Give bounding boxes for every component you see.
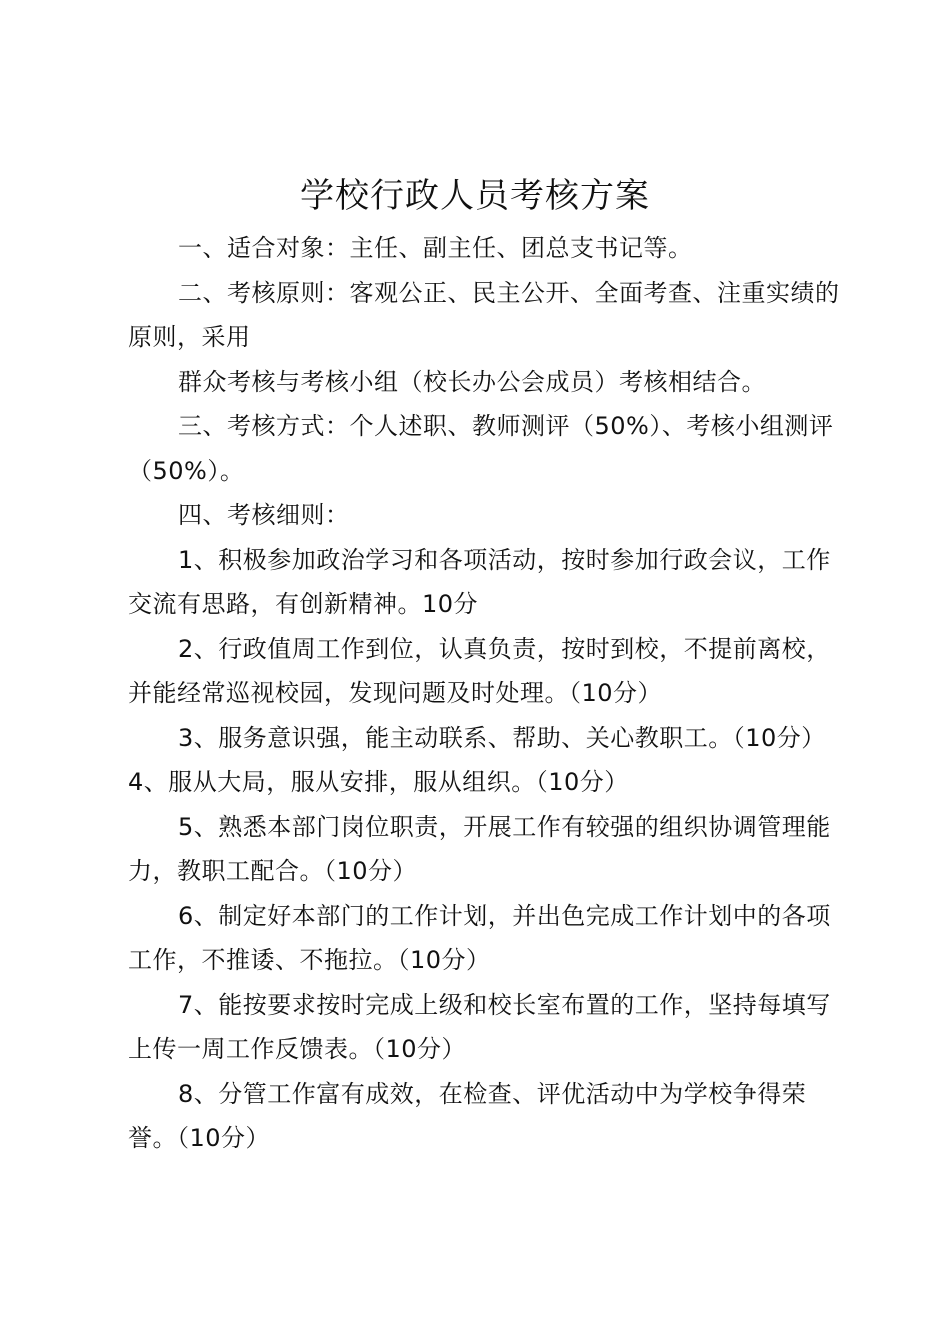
- paragraph-principle-continued: 群众考核与考核小组（校长办公会成员）考核相结合。: [178, 367, 766, 396]
- paragraph-method: 三、考核方式：个人述职、教师测评（50%）、考核小组测评（50%）。: [128, 412, 834, 485]
- paragraph-principle: 二、考核原则：客观公正、民主公开、全面考查、注重实绩的原则，采用: [128, 278, 840, 351]
- rule-item-3-4: 3、服务意识强，能主动联系、帮助、关心教职工。（10分）4、服从大局，服从安排，服从组织。（10分）: [128, 723, 826, 796]
- rule-item-5: 5、熟悉本部门岗位职责，开展工作有较强的组织协调管理能力，教职工配合。（10分）: [128, 812, 831, 885]
- paragraph-rules-heading: 四、考核细则：: [178, 501, 350, 529]
- document-title: 学校行政人员考核方案: [300, 176, 650, 216]
- rule-item-6: 6、制定好本部门的工作计划，并出色完成工作计划中的各项工作，不推诿、不拖拉。（10分）: [128, 901, 831, 974]
- rule-item-2: 2、行政值周工作到位，认真负责，按时到校，不提前离校，并能经常巡视校园，发现问题及时处理。（10分）: [128, 634, 831, 707]
- rule-item-1: 1、积极参加政治学习和各项活动，按时参加行政会议，工作交流有思路，有创新精神。10分: [128, 545, 831, 618]
- rule-item-8: 8、分管工作富有成效，在检查、评优活动中为学校争得荣誉。（10分）: [128, 1079, 807, 1152]
- document-body: [128, 226, 840, 1161]
- rule-item-7: 7、能按要求按时完成上级和校长室布置的工作，坚持每填写上传一周工作反馈表。（10分）: [128, 990, 831, 1063]
- paragraph-scope: 一、适合对象：主任、副主任、团总支书记等。: [178, 234, 693, 262]
